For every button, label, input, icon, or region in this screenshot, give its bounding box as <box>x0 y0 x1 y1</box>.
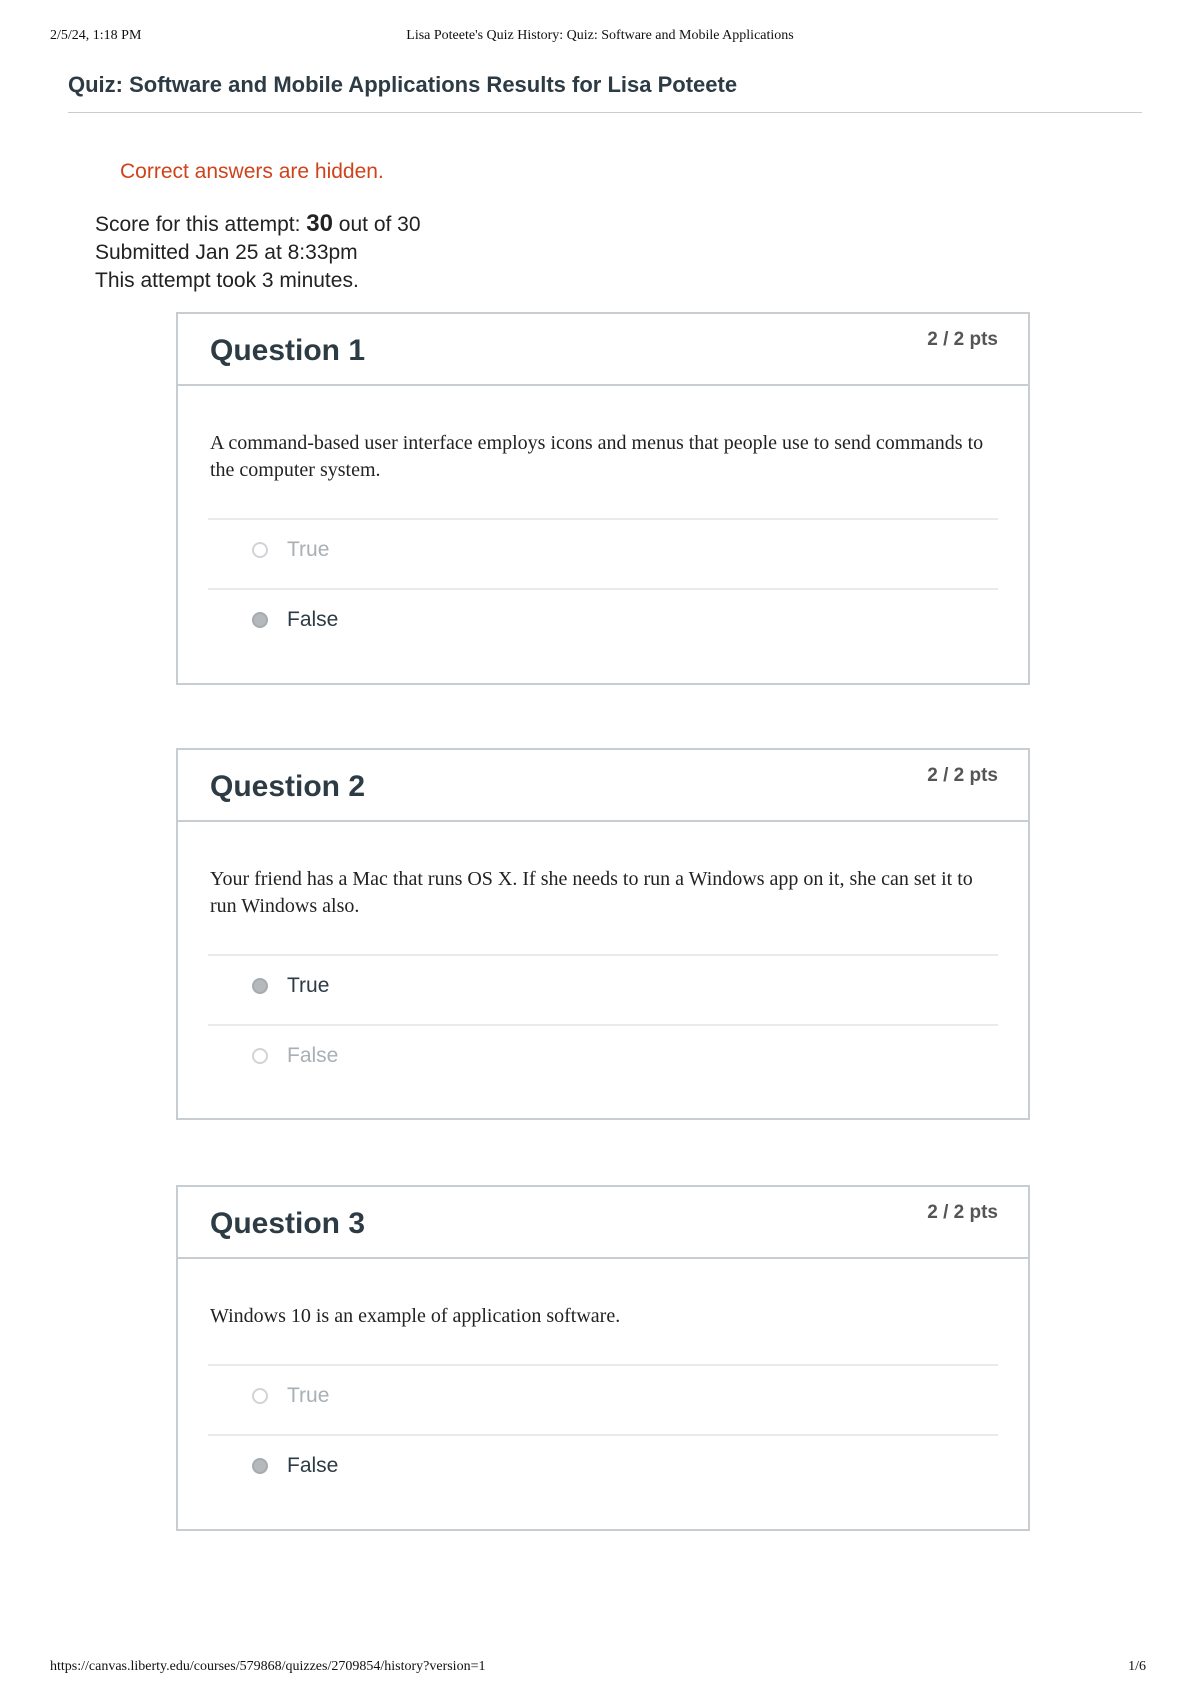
question-points: 2 / 2 pts <box>927 765 998 786</box>
question-title: Question 2 <box>210 770 366 803</box>
radio-icon[interactable] <box>252 542 268 558</box>
radio-icon[interactable] <box>252 1388 268 1404</box>
answer-label: False <box>287 1454 339 1477</box>
radio-icon[interactable] <box>252 978 268 994</box>
question-card <box>176 312 1030 685</box>
radio-icon[interactable] <box>252 612 268 628</box>
question-header <box>178 750 1028 822</box>
page-number: 1/6 <box>1128 1659 1146 1674</box>
title-divider <box>68 112 1142 113</box>
page-title: Quiz: Software and Mobile Applications Results for Lisa Poteete <box>68 72 738 97</box>
score-line <box>95 210 421 239</box>
answer-option[interactable] <box>208 518 998 588</box>
answer-option[interactable] <box>208 1024 998 1094</box>
question-title: Question 1 <box>210 334 366 367</box>
question-title: Question 3 <box>210 1207 366 1240</box>
duration-line: This attempt took 3 minutes. <box>95 269 359 292</box>
question-body <box>178 386 1028 658</box>
question-points: 2 / 2 pts <box>927 329 998 350</box>
score-suffix: out of 30 <box>332 213 421 236</box>
hidden-answers-notice: Correct answers are hidden. <box>120 160 384 183</box>
answer-option[interactable] <box>208 1434 998 1504</box>
question-text: Windows 10 is an example of application software. <box>210 1305 621 1327</box>
attempt-summary <box>95 210 421 295</box>
answer-label: True <box>287 974 330 997</box>
question-body <box>178 1259 1028 1504</box>
score-value: 30 <box>306 210 333 237</box>
print-document-title: Lisa Poteete's Quiz History: Quiz: Software and Mobile Applications <box>406 28 794 43</box>
question-text: Your friend has a Mac that runs OS X. If she needs to run a Windows app on it, she can set it to run Windows also. <box>210 868 973 917</box>
answer-label: False <box>287 608 339 631</box>
answer-option[interactable] <box>208 954 998 1024</box>
answer-label: False <box>287 1044 339 1067</box>
question-points: 2 / 2 pts <box>927 1202 998 1223</box>
answer-label: True <box>287 1384 330 1407</box>
answer-option[interactable] <box>208 588 998 658</box>
print-header <box>50 28 1150 48</box>
radio-icon[interactable] <box>252 1048 268 1064</box>
score-prefix: Score for this attempt: <box>95 213 307 236</box>
question-body <box>178 822 1028 1094</box>
question-card <box>176 1185 1030 1531</box>
submitted-line: Submitted Jan 25 at 8:33pm <box>95 241 358 264</box>
question-header <box>178 314 1028 386</box>
answer-option[interactable] <box>208 1364 998 1434</box>
radio-icon[interactable] <box>252 1458 268 1474</box>
question-text: A command-based user interface employs icons and menus that people use to send commands to the computer system. <box>210 432 984 481</box>
question-header <box>178 1187 1028 1259</box>
print-footer <box>50 1659 1150 1679</box>
question-card <box>176 748 1030 1120</box>
page-url: https://canvas.liberty.edu/courses/579868/quizzes/2709854/history?version=1 <box>50 1659 486 1674</box>
print-date: 2/5/24, 1:18 PM <box>50 28 142 43</box>
answer-label: True <box>287 538 330 561</box>
